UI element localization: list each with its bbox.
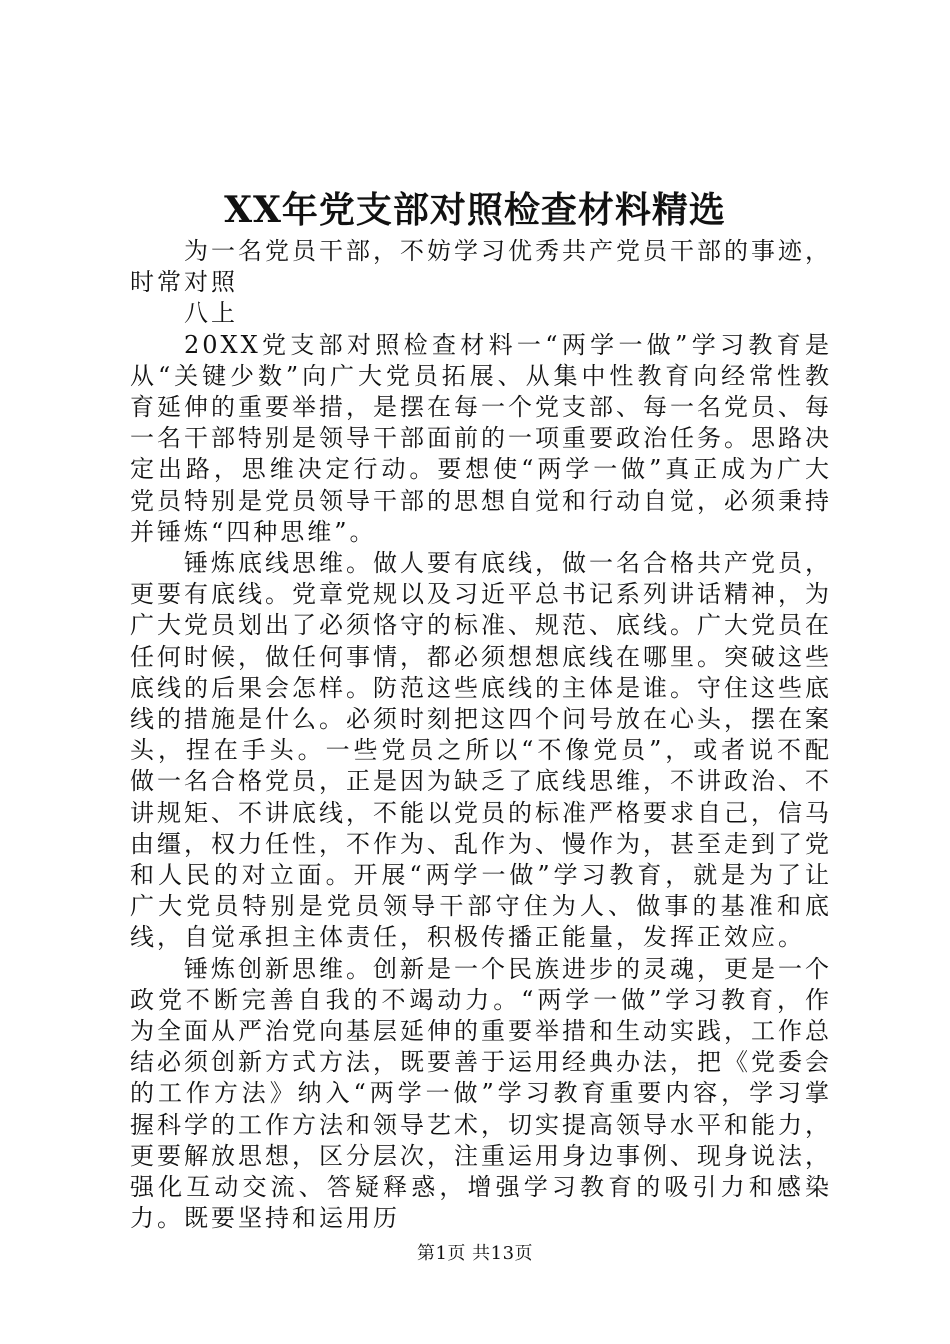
page-title: XX年党支部对照检查材料精选 — [224, 189, 726, 231]
paragraph-2: 八上 — [184, 299, 238, 328]
paragraph-1: 为一名党员干部，不妨学习优秀共产党员干部的事迹，时常对照 — [130, 237, 832, 297]
paragraph-5: 锤炼创新思维。创新是一个民族进步的灵魂，更是一个政党不断完善自我的不竭动力。“两学一做”学习教育，作为全面从严治党向基层延伸的重要举措和生动实践，工作总结必须创新方式方法，既要善于运用经典办法，把《党委会的工作方法》纳入“两学一做”学习教育重要内容，学习掌握科学的工作方法和领导艺术，切实提高领导水平和能力，更要解放思想，区分层次，注重运用身边事例、现身说法，强化互动交流、答疑释惑，增强学习教育的吸引力和感染力。既要坚持和运用历 — [130, 954, 832, 1233]
paragraph-4: 锤炼底线思维。做人要有底线，做一名合格共产党员，更要有底线。党章党规以及习近平总书记系列讲话精神，为广大党员划出了必须恪守的标准、规范、底线。广大党员在任何时候，做任何事情，都必须想想底线在哪里。突破这些底线的后果会怎样。防范这些底线的主体是谁。守住这些底线的措施是什么。必须时刻把这四个问号放在心头，摆在案头，捏在手头。一些党员之所以“不像党员”，或者说不配做一名合格党员，正是因为缺乏了底线思维，不讲政治、不讲规矩、不讲底线，不能以党员的标准严格要求自己，信马由缰，权力任性，不作为、乱作为、慢作为，甚至走到了党和人民的对立面。开展“两学一做”学习教育，就是为了让广大党员特别是党员领导干部守住为人、做事的基准和底线，自觉承担主体责任，积极传播正能量，发挥正效应。 — [130, 549, 832, 952]
document-body — [130, 236, 832, 1235]
paragraph-3: 20XX党支部对照检查材料一“两学一做”学习教育是从“关键少数”向广大党员拓展、从集中性教育向经常性教育延伸的重要举措，是摆在每一个党支部、每一名党员、每一名干部特别是领导干部面前的一项重要政治任务。思路决定出路，思维决定行动。要想使“两学一做”真正成为广大党员特别是党员领导干部的思想自觉和行动自觉，必须秉持并锤炼“四种思维”。 — [130, 330, 832, 546]
page-number-footer: 第1页 共13页 — [416, 1243, 534, 1264]
